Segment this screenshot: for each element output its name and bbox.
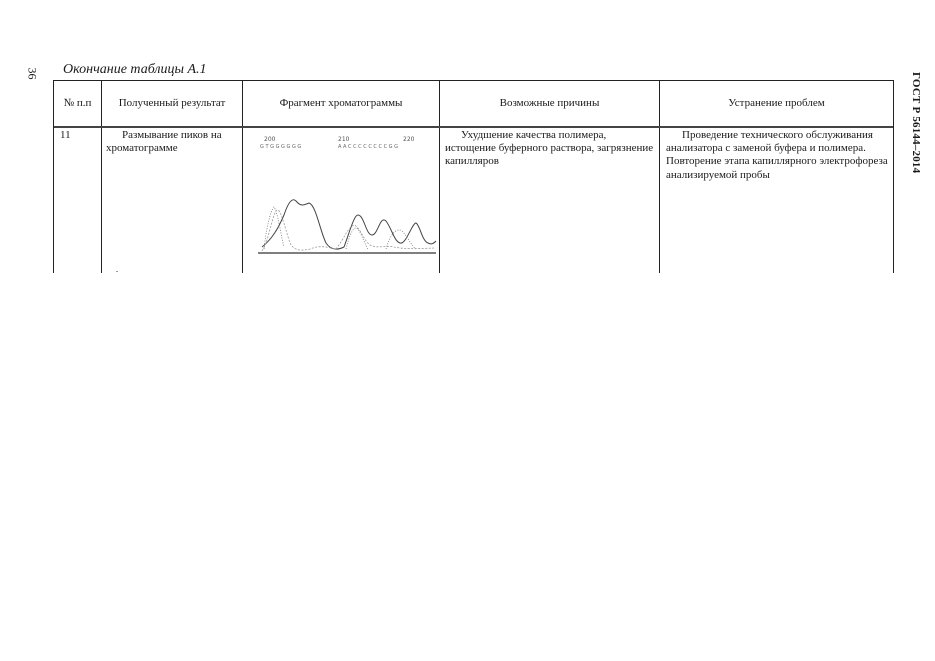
header-causes: Возможные причины bbox=[499, 96, 600, 109]
row-solution: Проведение технического обслуживания анализатора с заменой буфера и полимера. Повторение этапа капиллярного электрофореза анализируемой пробы bbox=[666, 129, 888, 181]
header-solution: Устранение проблем bbox=[728, 96, 825, 109]
row-result: Размывание пиков на хроматограмме bbox=[106, 129, 222, 155]
header-result: Полученный результат bbox=[118, 96, 226, 109]
scan-artifact bbox=[116, 271, 118, 272]
chromatogram-fragment bbox=[254, 131, 440, 271]
header-separator bbox=[54, 126, 893, 128]
tick-label: 210 bbox=[338, 136, 350, 143]
troubleshooting-table bbox=[53, 80, 894, 273]
chromatogram-trace bbox=[262, 210, 434, 251]
table-caption: Окончание таблицы А.1 bbox=[63, 62, 207, 77]
page-number: 36 bbox=[25, 67, 40, 80]
sequence-label: A A C C C C C C C C G G bbox=[338, 144, 399, 150]
tick-label: 200 bbox=[264, 136, 276, 143]
column-divider bbox=[101, 81, 102, 273]
standard-label: ГОСТ Р 56144–2014 bbox=[910, 72, 922, 174]
row-number: 11 bbox=[60, 129, 71, 141]
row-causes: Ухудшение качества полимера, истощение буферного раствора, загрязнение капилляров bbox=[445, 129, 654, 168]
header-chromatogram: Фрагмент хроматограммы bbox=[279, 96, 403, 109]
sequence-label: G T G G G G G G bbox=[260, 144, 302, 150]
tick-label: 220 bbox=[403, 136, 415, 143]
header-number: № п.п bbox=[63, 96, 92, 109]
